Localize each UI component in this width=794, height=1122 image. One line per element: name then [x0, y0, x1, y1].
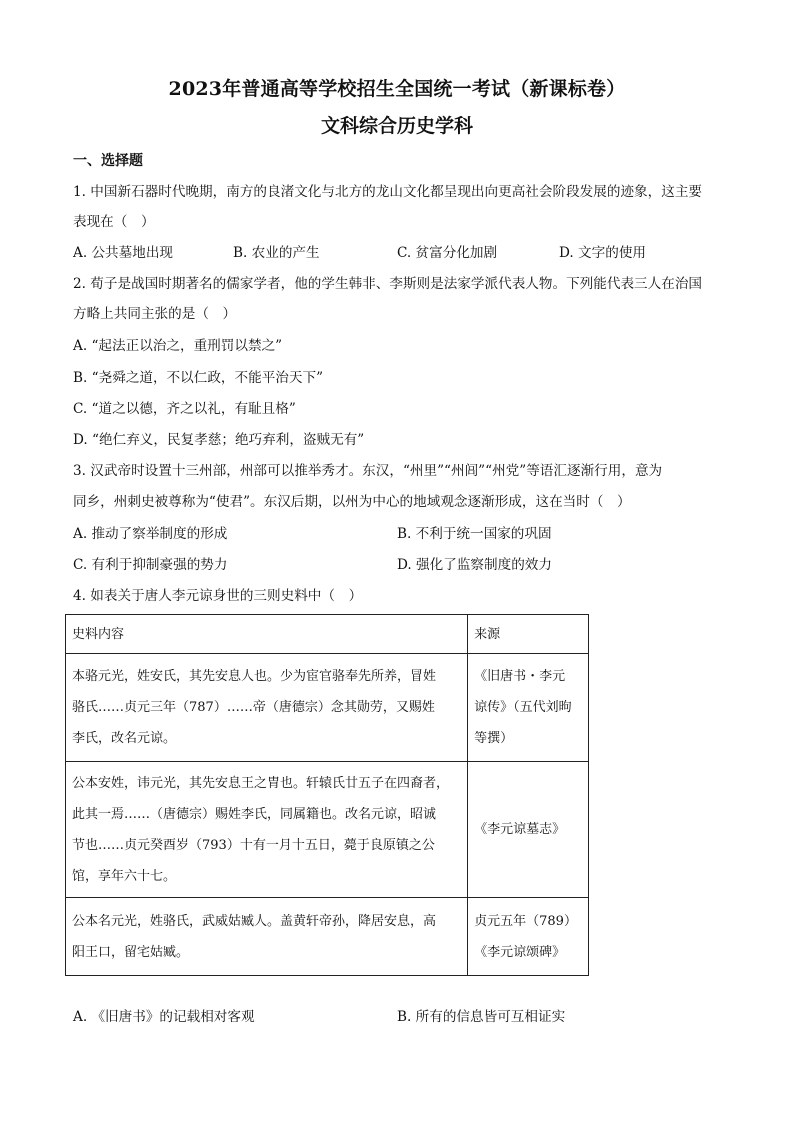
table-cell-content — [66, 654, 468, 762]
table-header-source: 来源 — [468, 615, 589, 654]
question-2-option-a[interactable]: A. “起法正以治之，重刑罚以禁之” — [73, 338, 283, 354]
cell-line: 谅传》（五代刘昫 — [474, 700, 572, 715]
table-cell-source — [468, 654, 589, 762]
table-row — [66, 898, 589, 976]
question-3-line-1: 3. 汉武帝时设置十三州部，州部可以推举秀才。东汉，“州里”“州闾”“州党”等语汇逐渐行用，意为 — [73, 463, 663, 479]
cell-line: 本骆元光，姓安氏，其先安息人也。少为宦官骆奉先所养，冒姓 — [72, 669, 437, 684]
question-1-line-1: 1. 中国新石器时代晚期，南方的良渚文化与北方的龙山文化都呈现出向更高社会阶段发展的迹象，这主要 — [73, 184, 703, 200]
exam-subtitle: 文科综合历史学科 — [320, 115, 473, 137]
question-1-option-b[interactable]: B. 农业的产生 — [233, 245, 320, 261]
question-1-option-a[interactable]: A. 公共墓地出现 — [73, 245, 174, 261]
question-4-option-a[interactable]: A. 《旧唐书》的记载相对客观 — [73, 1009, 255, 1025]
section-heading: 一、选择题 — [73, 153, 143, 169]
table-cell-content — [66, 762, 468, 898]
table-row — [66, 762, 589, 898]
table-row — [66, 654, 589, 762]
question-2-option-d[interactable]: D. “绝仁弃义，民复孝慈；绝巧弃利，盗贼无有” — [73, 432, 365, 448]
cell-line: 李氏，改名元谅。 — [72, 731, 177, 746]
exam-title: 2023年普通高等学校招生全国统一考试（新课标卷） — [168, 78, 626, 100]
question-3-line-2: 同乡，州刺史被尊称为“使君”。东汉后期，以州为中心的地域观念逐渐形成，这在当时（ ） — [73, 494, 631, 510]
cell-line: 骆氏……贞元三年（787）……帝（唐德宗）念其勋劳，又赐姓 — [72, 700, 435, 715]
cell-line: 《李元谅颂碑》 — [474, 944, 566, 960]
table-cell-source — [468, 762, 589, 898]
cell-line: 等撰） — [474, 731, 514, 746]
cell-line: 馆，享年六十七。 — [72, 868, 177, 884]
question-2-option-b[interactable]: B. “尧舜之道，不以仁政，不能平治天下” — [73, 370, 324, 386]
question-3-option-c[interactable]: C. 有利于抑制豪强的势力 — [73, 557, 228, 573]
question-3-option-a[interactable]: A. 推动了察举制度的形成 — [73, 526, 228, 542]
table-cell-source — [468, 898, 589, 976]
cell-line: 此其一焉……（唐德宗）赐姓李氏，同属籍也。改名元谅，昭诚 — [72, 806, 437, 822]
cell-line: 《李元谅墓志》 — [474, 822, 566, 837]
question-3-option-d[interactable]: D. 强化了监察制度的效力 — [397, 557, 552, 573]
cell-line: 《旧唐书・李元 — [474, 669, 566, 684]
question-4-line-1: 4. 如表关于唐人李元谅身世的三则史料中（ ） — [73, 588, 363, 604]
question-1-option-c[interactable]: C. 贫富分化加剧 — [397, 245, 498, 261]
question-4-option-b[interactable]: B. 所有的信息皆可互相证实 — [397, 1009, 566, 1025]
table-header-content: 史料内容 — [66, 615, 468, 654]
question-2-option-c[interactable]: C. “道之以德，齐之以礼，有耻且格” — [73, 401, 296, 417]
table-header-row — [66, 615, 589, 654]
table-cell-content — [66, 898, 468, 976]
source-table — [65, 614, 589, 976]
question-2-line-2: 方略上共同主张的是（ ） — [73, 306, 237, 322]
question-1-line-2: 表现在（ ） — [73, 214, 155, 230]
question-1-option-d[interactable]: D. 文字的使用 — [559, 245, 647, 261]
cell-line: 阳王口，留宅姑臧。 — [72, 944, 190, 960]
cell-line: 公本安姓，讳元光，其先安息王之胄也。轩辕氏廿五子在四裔者， — [72, 775, 450, 791]
cell-line: 节也……贞元癸酉岁（793）十有一月十五日，薨于良原镇之公 — [72, 837, 435, 853]
question-2-line-1: 2. 荀子是战国时期著名的儒家学者，他的学生韩非、李斯则是法家学派代表人物。下列能代表三人在治国 — [73, 276, 703, 292]
cell-line: 公本名元光，姓骆氏，武威姑臧人。盖黄轩帝孙，降居安息，高 — [72, 913, 437, 929]
question-3-option-b[interactable]: B. 不利于统一国家的巩固 — [397, 526, 552, 542]
cell-line: 贞元五年（789） — [474, 913, 577, 929]
